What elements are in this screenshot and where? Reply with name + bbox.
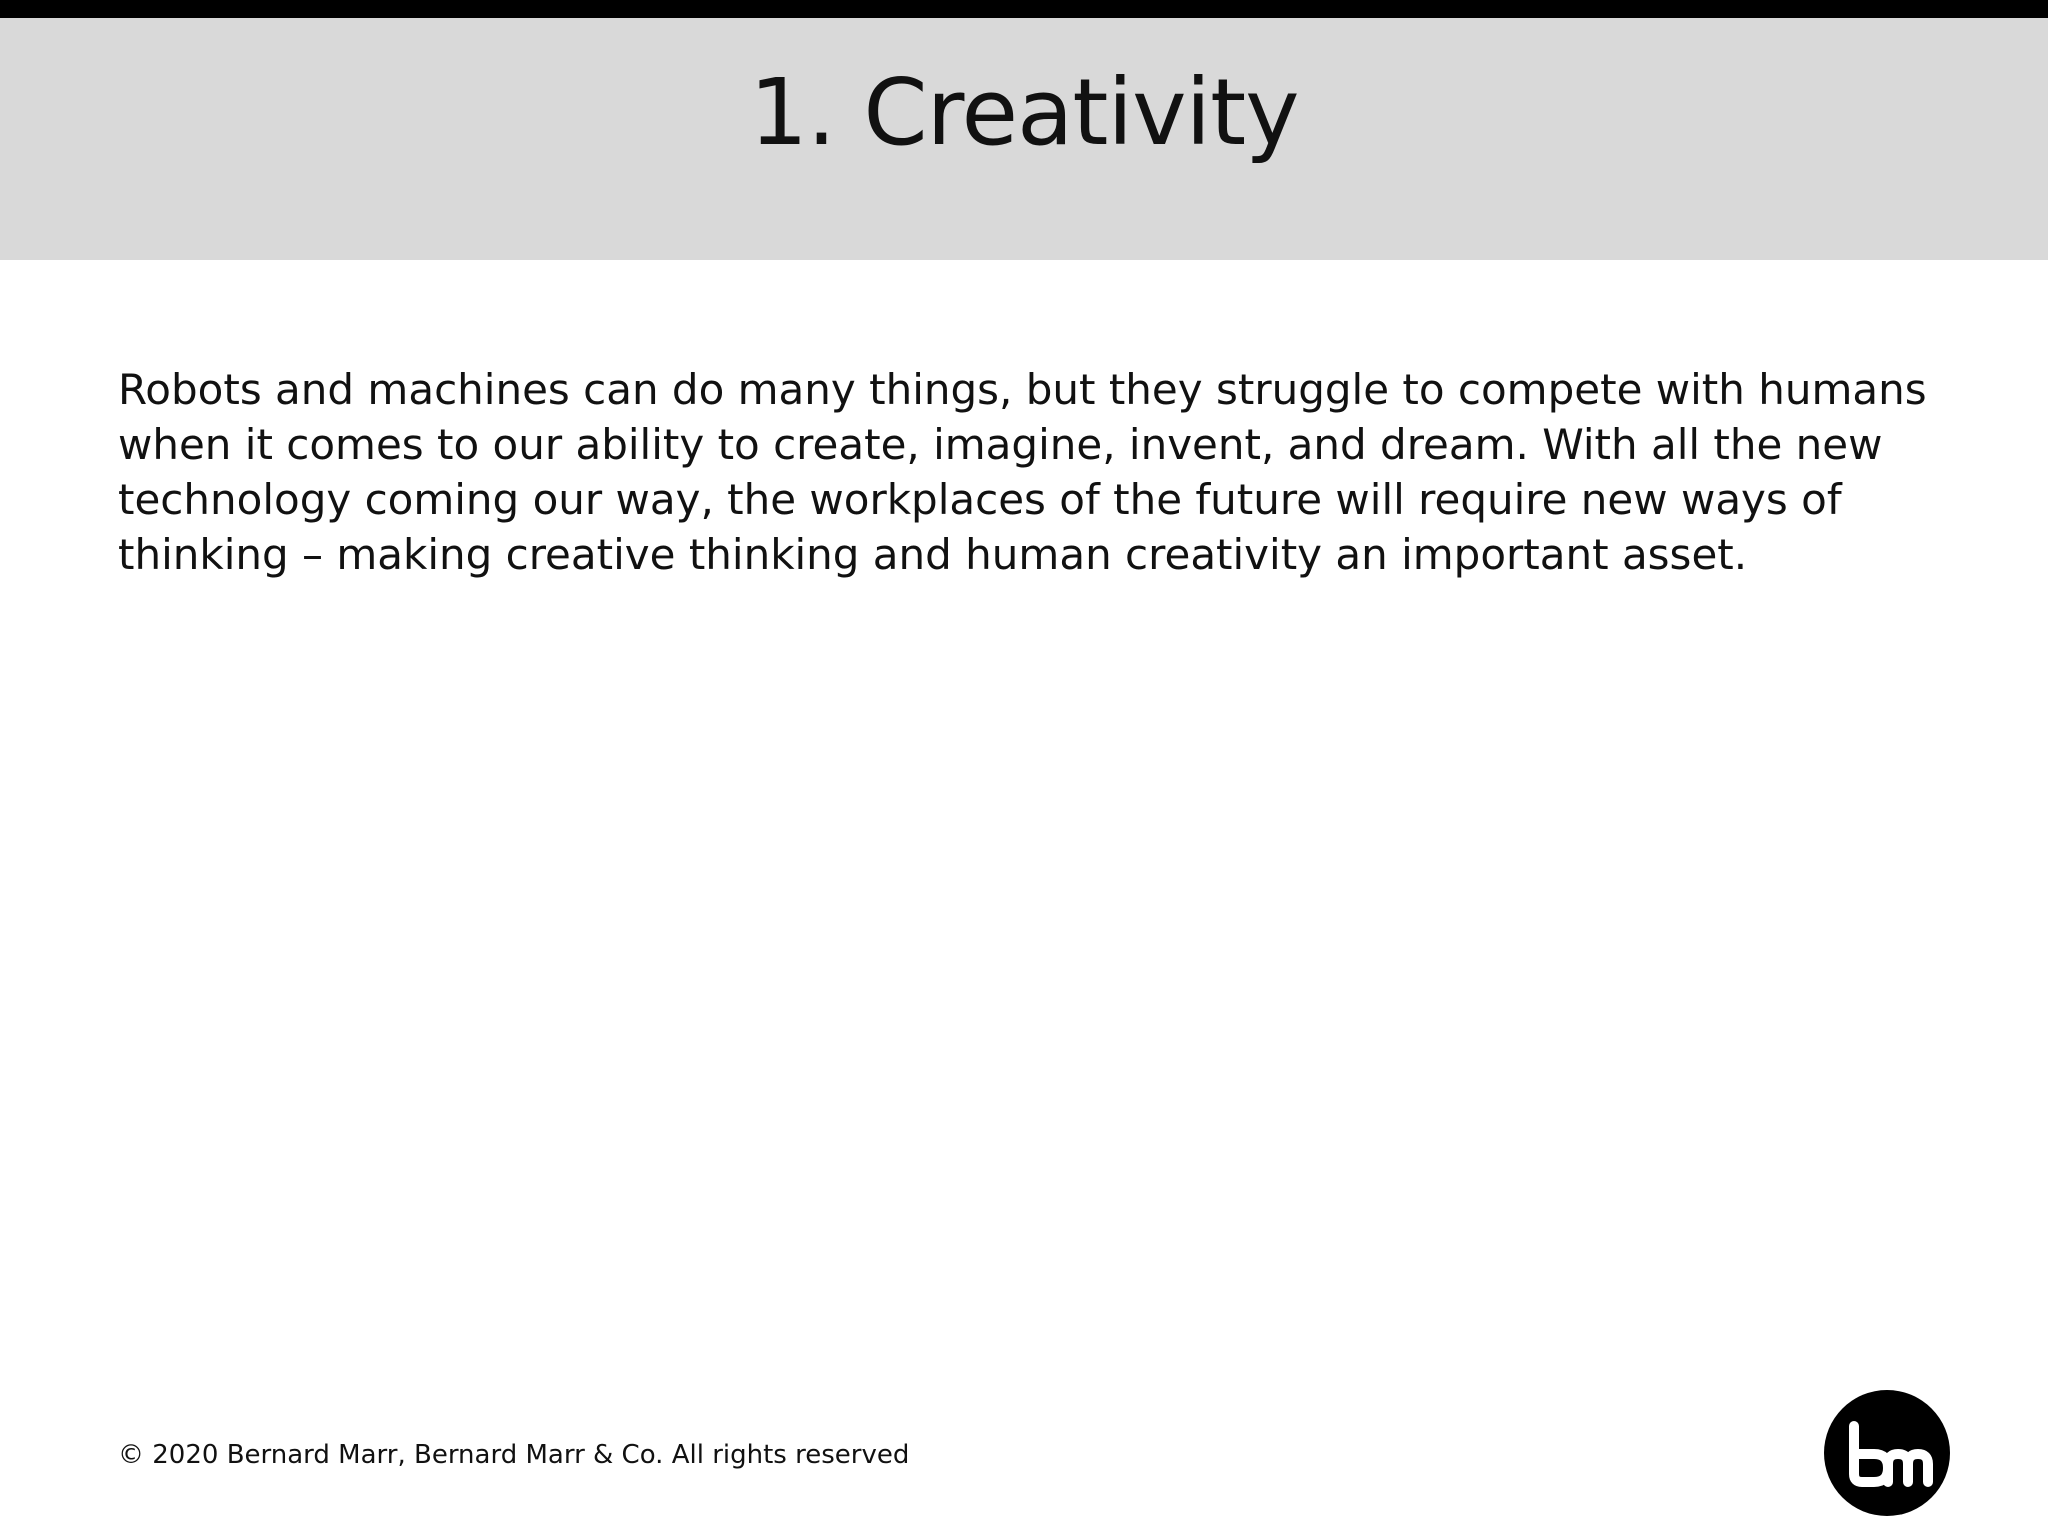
footer-copyright: © 2020 Bernard Marr, Bernard Marr & Co. All rights reserved: [118, 1440, 910, 1470]
logo-graphic: [1824, 1390, 1950, 1516]
slide-title: 1. Creativity: [749, 59, 1299, 166]
bm-logo-icon: [1824, 1390, 1950, 1516]
body-paragraph: Robots and machines can do many things, but they struggle to compete with humans when it comes to our ability to create, imagine, invent, and dream. With all the new technology coming our way, the workplaces of the future will require new ways of thinking – making creative thinking and human creativity an important asset.: [118, 365, 1927, 579]
top-rule: [0, 0, 2048, 18]
